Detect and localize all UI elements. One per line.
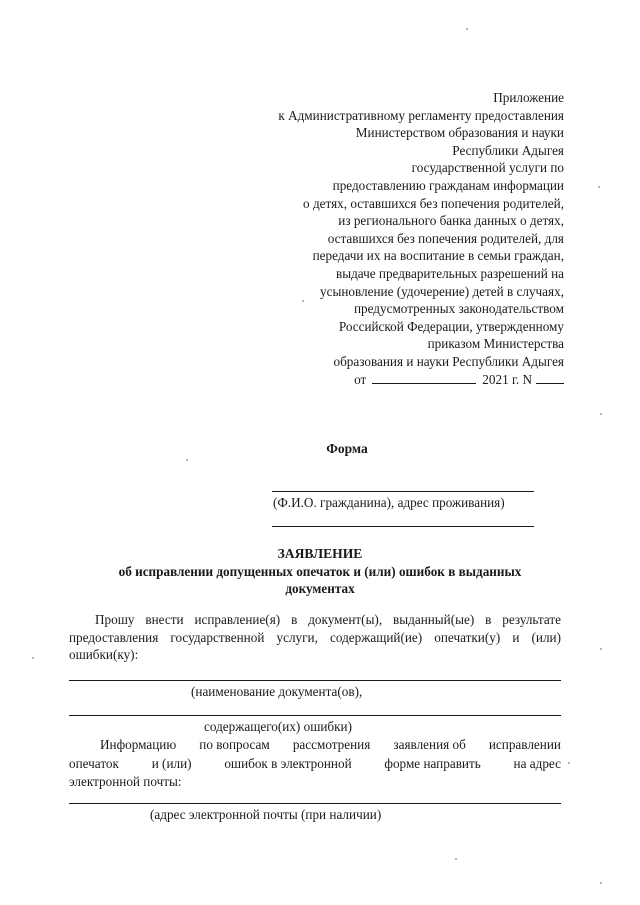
- scan-speck: [32, 657, 34, 659]
- info-row: [69, 755, 561, 774]
- document-caption: (наименование документа(ов),: [191, 684, 363, 699]
- date-blank: [372, 371, 476, 384]
- date-prefix: от: [354, 371, 367, 387]
- scan-speck: [466, 28, 468, 30]
- appendix-line: к Административному регламенту предоставления: [278, 107, 564, 123]
- info-row: электронной почты:: [69, 774, 182, 789]
- appendix-line: усыновление (удочерение) детей в случаях,: [320, 283, 564, 299]
- request-paragraph: [69, 611, 561, 664]
- appendix-line: Республики Адыгея: [452, 142, 564, 158]
- info-word: на адрес: [513, 755, 561, 771]
- appendix-line: предусмотренных законодательством: [353, 301, 564, 317]
- info-row: [69, 736, 561, 755]
- errors-caption: содержащего(их) ошибки): [204, 719, 352, 734]
- appendix-line: Приложение: [493, 90, 564, 105]
- scan-speck: [186, 459, 188, 461]
- info-paragraph: [69, 736, 561, 792]
- info-word: заявления об: [393, 737, 466, 752]
- scan-speck: [598, 186, 600, 188]
- info-word: рассмотрения: [292, 737, 371, 752]
- form-label: Форма: [326, 441, 368, 456]
- appendix-line: оставшихся без попечения родителей, для: [327, 230, 564, 246]
- appendix-line: из регионального банка данных о детях,: [338, 213, 564, 229]
- appendix-line: предоставлению гражданам информации: [332, 177, 564, 193]
- info-word: форме направить: [384, 755, 481, 771]
- request-text: Прошу внести исправление(я) в документ(ы), выданный(ые) в результате предоставления государственной услуги, содержащий(ие) опечатки(у) и (или) ошибки(ку):: [69, 612, 561, 663]
- scan-speck: [600, 882, 602, 884]
- appendix-line: Российской Федерации, утвержденному: [338, 318, 564, 334]
- scan-speck: [455, 858, 457, 860]
- appendix-line: образования и науки Республики Адыгея: [333, 353, 564, 369]
- appendix-line: Министерством образования и науки: [355, 125, 564, 141]
- scan-speck: [600, 648, 602, 650]
- document-name-line: [69, 680, 561, 681]
- appendix-line: передачи их на воспитание в семьи граждан,: [312, 248, 564, 264]
- appendix-line: о детях, оставшихся без попечения родителей,: [303, 195, 564, 211]
- email-caption: (адрес электронной почты (при наличии): [150, 807, 382, 822]
- applicant-caption: (Ф.И.О. гражданина), адрес проживания): [273, 495, 505, 510]
- scan-speck: [568, 762, 570, 764]
- info-word: Информацию: [100, 737, 177, 752]
- info-word: по вопросам: [199, 737, 270, 752]
- applicant-address-line: [272, 526, 534, 527]
- appendix-line: выдаче предварительных разрешений на: [335, 265, 564, 281]
- date-year: 2021 г. N: [482, 371, 532, 387]
- scan-speck: [600, 413, 602, 415]
- errors-line: [69, 715, 561, 716]
- appendix-line: приказом Министерства: [427, 336, 564, 352]
- info-word: ошибок в электронной: [224, 755, 352, 771]
- applicant-name-line: [272, 491, 534, 492]
- number-blank: [536, 371, 564, 384]
- statement-title: ЗАЯВЛЕНИЕ: [277, 546, 363, 561]
- email-line: [69, 803, 561, 804]
- statement-subtitle: об исправлении допущенных опечаток и (или) ошибок в выданных документах: [118, 564, 522, 596]
- info-word: опечаток: [69, 755, 119, 771]
- scan-speck: [302, 300, 304, 302]
- appendix-date-line: [244, 371, 564, 389]
- info-word: исправлении: [488, 737, 561, 752]
- appendix-line: государственной услуги по: [411, 160, 564, 176]
- appendix-header: [244, 89, 564, 388]
- info-word: и (или): [151, 755, 192, 771]
